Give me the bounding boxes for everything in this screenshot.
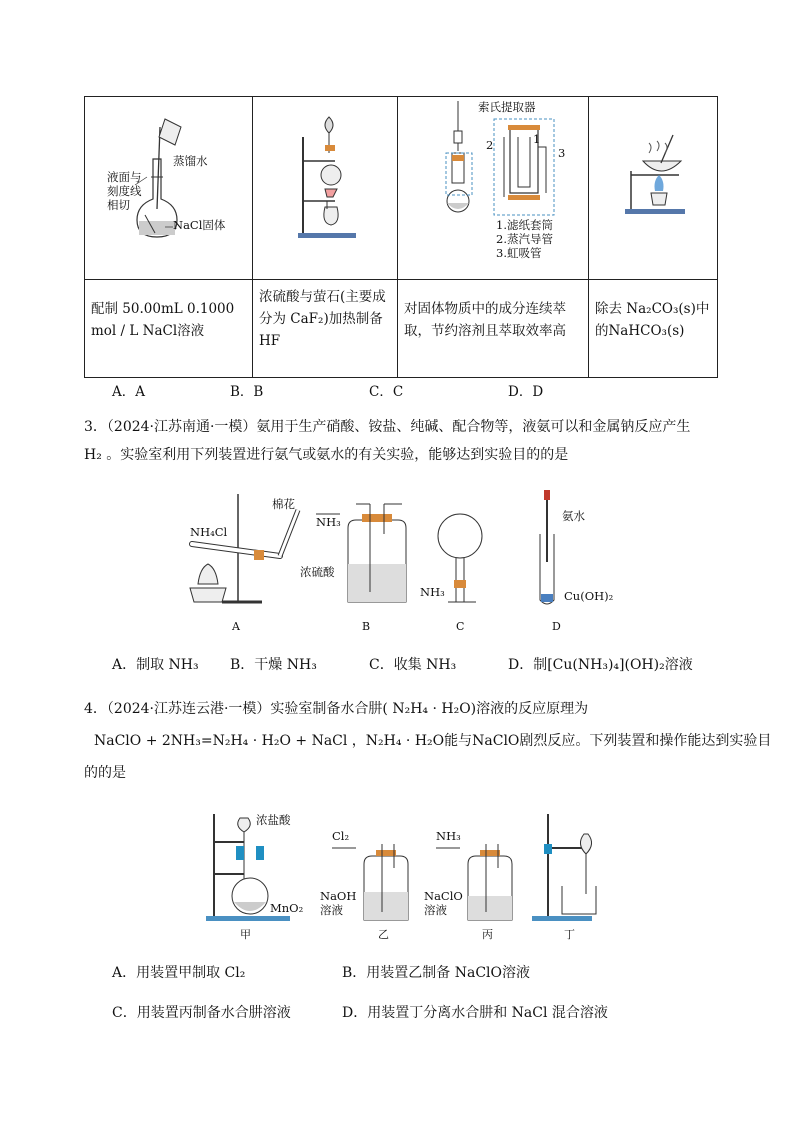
question-3-line-2: H₂ 。实验室利用下列装置进行氨气或氨水的有关实验，能够达到实验目的的是 [84, 447, 569, 463]
caption-bing: 丙 [482, 928, 493, 941]
q4-option-a[interactable]: A．用装置甲制取 Cl₂ [112, 965, 246, 981]
label-cotton: 棉花 [272, 497, 295, 511]
caption-yi: 乙 [378, 928, 389, 941]
cell-text-d: 除去 Na₂CO₃(s)中的NaHCO₃(s) [589, 280, 718, 378]
label-nh3: NH₃ [436, 829, 461, 843]
hf-apparatus-figure [253, 97, 398, 272]
label-nh3-flask: NH₃ [420, 585, 445, 599]
question-4-figure [200, 804, 620, 944]
cell-text-c: 对固体物质中的成分连续萃取，节约溶剂且萃取效率高 [398, 280, 589, 378]
caption-a: A [232, 620, 240, 633]
label-nh3-inlet: NH₃ [316, 515, 341, 529]
label-cl2: Cl₂ [332, 829, 350, 843]
label-distilled-water: 蒸馏水 [173, 154, 208, 168]
q4-option-b[interactable]: B．用装置乙制备 NaClO溶液 [342, 965, 531, 981]
q2-option-d[interactable]: D．D [508, 384, 544, 400]
caption-b: B [362, 620, 371, 633]
volumetric-flask-figure [85, 97, 253, 272]
question-3-figure [180, 484, 620, 634]
cell-volumetric-flask [85, 97, 253, 280]
label-mno2: MnO₂ [270, 901, 304, 915]
cell-text-a: 配制 50.00mL 0.1000 mol / L NaCl溶液 [85, 280, 253, 378]
q3-option-d[interactable]: D．制[Cu(NH₃)₄](OH)₂溶液 [508, 657, 693, 673]
label-3: 3 [558, 146, 566, 160]
label-soxhlet: 索氏提取器 [478, 100, 536, 114]
question-4-line-2: NaClO + 2NH₃=N₂H₄ · H₂O + NaCl ，N₂H₄ · H₂O能与NaClO剧烈反应。下列装置和操作能达到实验目 [94, 733, 772, 749]
caption-d: D [552, 620, 561, 633]
q3-option-c[interactable]: C．收集 NH₃ [369, 657, 457, 673]
label-scale-mark: 刻度线 [107, 184, 142, 198]
cell-hf-apparatus [253, 97, 398, 280]
label-nacl-solid: NaCl固体 [173, 218, 226, 232]
label-naoh-solution: 溶液 [320, 903, 343, 917]
cell-text-b: 浓硫酸与萤石(主要成分为 CaF₂)加热制备HF [253, 280, 398, 378]
evaporating-dish-figure [589, 97, 718, 272]
q2-option-c[interactable]: C．C [369, 384, 404, 400]
label-cu-oh-2: Cu(OH)₂ [564, 589, 614, 603]
q2-option-a[interactable]: A．A [112, 384, 145, 400]
label-conc-h2so4: 浓硫酸 [300, 565, 335, 579]
label-conc-hcl: 浓盐酸 [256, 813, 291, 827]
label-2: 2 [486, 138, 494, 152]
label-naclo-solution: 溶液 [424, 903, 447, 917]
question-4-line-3: 的的是 [84, 765, 126, 781]
label-1: 1 [533, 132, 541, 146]
soxhlet-extractor-figure [398, 97, 589, 272]
caption-c: C [456, 620, 465, 633]
caption-ding: 丁 [564, 928, 575, 941]
label-naoh: NaOH [320, 889, 357, 903]
legend-vapor-tube: 2.蒸汽导管 [496, 232, 553, 246]
cell-soxhlet-extractor [398, 97, 589, 280]
q2-option-b[interactable]: B．B [230, 384, 264, 400]
label-ammonia-water: 氨水 [562, 509, 585, 523]
cell-evaporating-dish [589, 97, 718, 280]
label-tangent: 相切 [107, 198, 130, 212]
label-naclo: NaClO [424, 889, 463, 903]
legend-siphon-tube: 3.虹吸管 [496, 246, 542, 260]
legend-filter-thimble: 1.滤纸套筒 [496, 218, 553, 232]
q3-option-b[interactable]: B．干燥 NH₃ [230, 657, 317, 673]
caption-jia: 甲 [240, 928, 251, 941]
question-3-line-1: 3．（2024·江苏南通·一模）氨用于生产硝酸、铵盐、纯碱、配合物等，液氨可以和金属钠反应产生 [84, 419, 691, 435]
label-nh4cl: NH₄Cl [190, 525, 228, 539]
label-liquid-surface: 液面与 [107, 170, 142, 184]
q4-option-c[interactable]: C．用装置丙制备水合肼溶液 [112, 1005, 291, 1021]
q4-option-d[interactable]: D．用装置丁分离水合肼和 NaCl 混合溶液 [342, 1005, 608, 1021]
question-2-table [84, 96, 718, 378]
q3-option-a[interactable]: A．制取 NH₃ [112, 657, 199, 673]
question-4-line-1: 4．（2024·江苏连云港·一模）实验室制备水合肼( N₂H₄ · H₂O)溶液的反应原理为 [84, 701, 589, 717]
